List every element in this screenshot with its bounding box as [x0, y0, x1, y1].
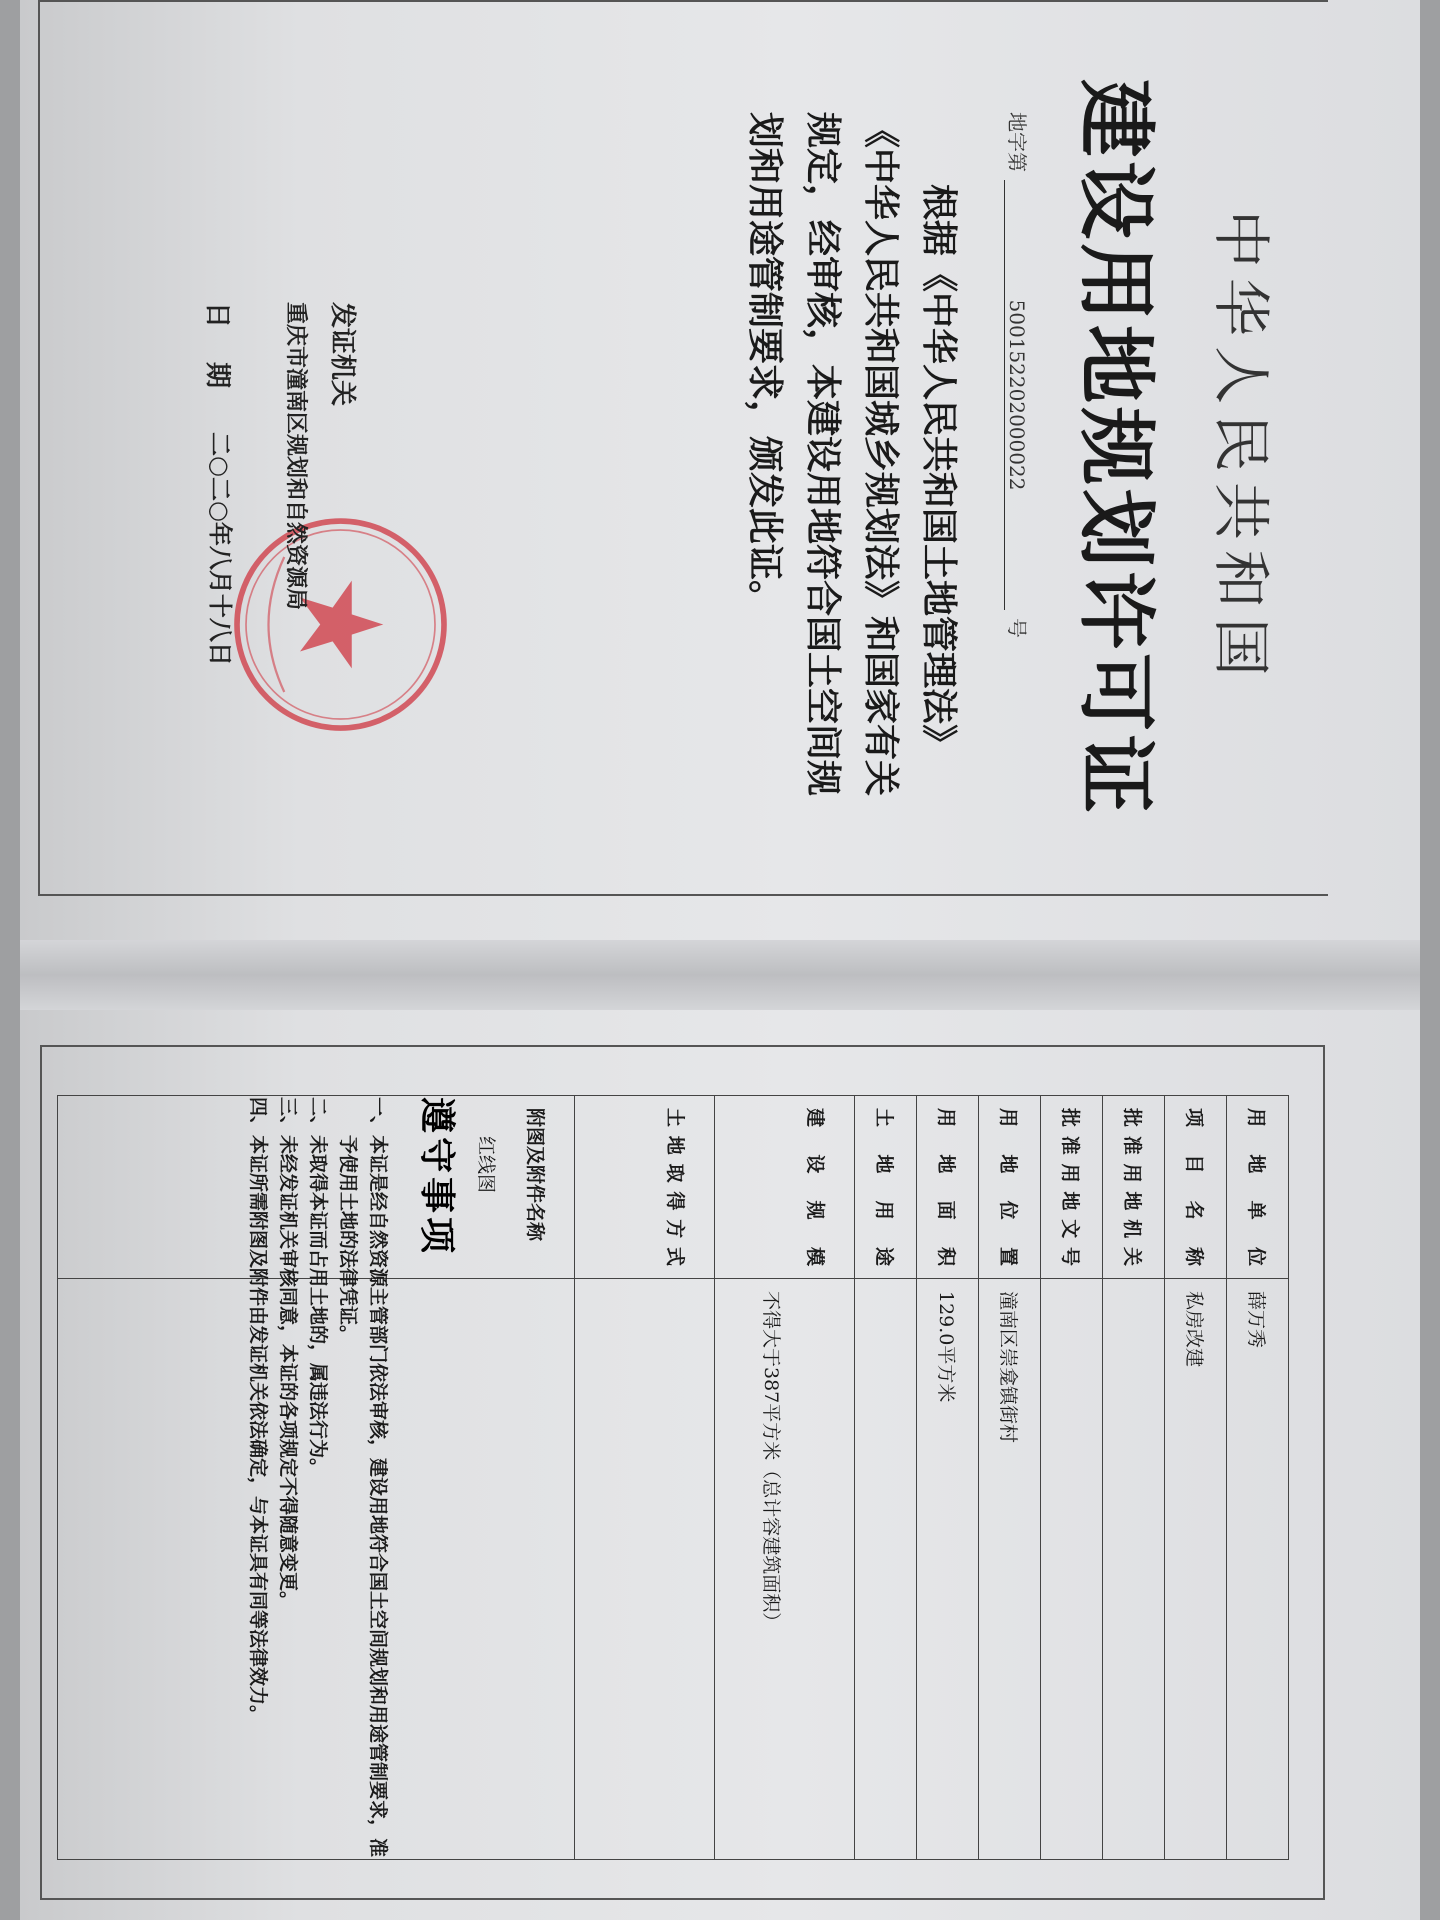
attachments-value: 红线图: [475, 1136, 497, 1194]
issuer-label: 发证机关: [327, 302, 357, 407]
row-label: 用 地 面 积: [917, 1096, 979, 1279]
attachments-label: 附图及附件名称: [524, 1108, 546, 1242]
issue-date: 二○二○年八月十八日: [206, 432, 235, 666]
table-row: [1227, 1096, 1289, 1860]
date-label-char-1: 日: [202, 302, 232, 329]
row-label: 批准用地机关: [1103, 1096, 1165, 1279]
row-value: [1103, 1279, 1165, 1860]
row-label: 用 地 位 置: [979, 1096, 1041, 1279]
table-row: [1041, 1096, 1103, 1860]
table-row: [1103, 1096, 1165, 1860]
row-label: 土 地 用 途: [855, 1096, 917, 1279]
table-row: [1165, 1096, 1227, 1860]
row-label: 项 目 名 称: [1165, 1096, 1227, 1279]
row-label: 批准用地文号: [1041, 1096, 1103, 1279]
page-fold: [20, 940, 1420, 1010]
certificate-number: 500152202000022: [1004, 180, 1029, 610]
issuer-value: 重庆市潼南区规划和自然资源局: [283, 302, 309, 611]
notes-list: [243, 1097, 393, 1862]
number-prefix: 地字第: [1005, 112, 1029, 172]
number-suffix: 号: [1005, 618, 1029, 638]
scale-label: 建 设 规 模: [715, 1096, 855, 1279]
note-item: 二、未取得本证而占用土地的，属违法行为。: [307, 1097, 329, 1478]
date-label: [201, 302, 238, 422]
table-row: [979, 1096, 1041, 1860]
row-value: 129.0平方米: [917, 1279, 979, 1860]
row-value: 私房改建: [1165, 1279, 1227, 1860]
row-value: [1041, 1279, 1103, 1860]
detail-page-area: [40, 1045, 1325, 1900]
date-label-char-2: 期: [202, 362, 232, 389]
row-value: 潼南区崇龛镇街村: [979, 1279, 1041, 1860]
cover-page: [38, 0, 1328, 896]
certificate-body-text: 根据《中华人民共和国土地管理法》《中华人民共和国城乡规划法》和国家有关规定，经审核，本建设用地符合国土空间规划和用途管制要求，颁发此证。: [744, 112, 960, 797]
table-row: [855, 1096, 917, 1860]
note-item: 一、本证是经自然资源主管部门依法审核，建设用地符合国土空间规划和用途管制要求，准予使用土地的法律凭证。: [337, 1097, 389, 1858]
note-item: 三、未经发证机关审核同意，本证的各项规定不得随意变更。: [277, 1097, 299, 1611]
row-value: [855, 1279, 917, 1860]
cover-page-area: [38, 0, 1328, 896]
detail-page: [40, 1045, 1325, 1900]
table-row: [575, 1096, 715, 1860]
note-item: 四、本证所需附图及附件由发证机关依法确定，与本证具有同等法律效力。: [247, 1097, 269, 1725]
official-seal: [228, 512, 453, 737]
table-row: [917, 1096, 979, 1860]
certificate-number-line: [1004, 112, 1033, 638]
row-label: 用 地 单 位: [1227, 1096, 1289, 1279]
country-name: 中华人民共和国: [1207, 209, 1275, 686]
notes-title: 遵守事项: [416, 1097, 458, 1258]
row-value: 薛万秀: [1227, 1279, 1289, 1860]
acquisition-label: 土地取得方式: [575, 1096, 715, 1279]
details-table: [57, 1095, 1289, 1860]
certificate-title: 建设用地规划许可证: [1070, 78, 1161, 817]
acquisition-value: [575, 1279, 715, 1860]
scale-value: 不得大于387平方米（总计容建筑面积）: [715, 1279, 855, 1860]
table-row: [715, 1096, 855, 1860]
